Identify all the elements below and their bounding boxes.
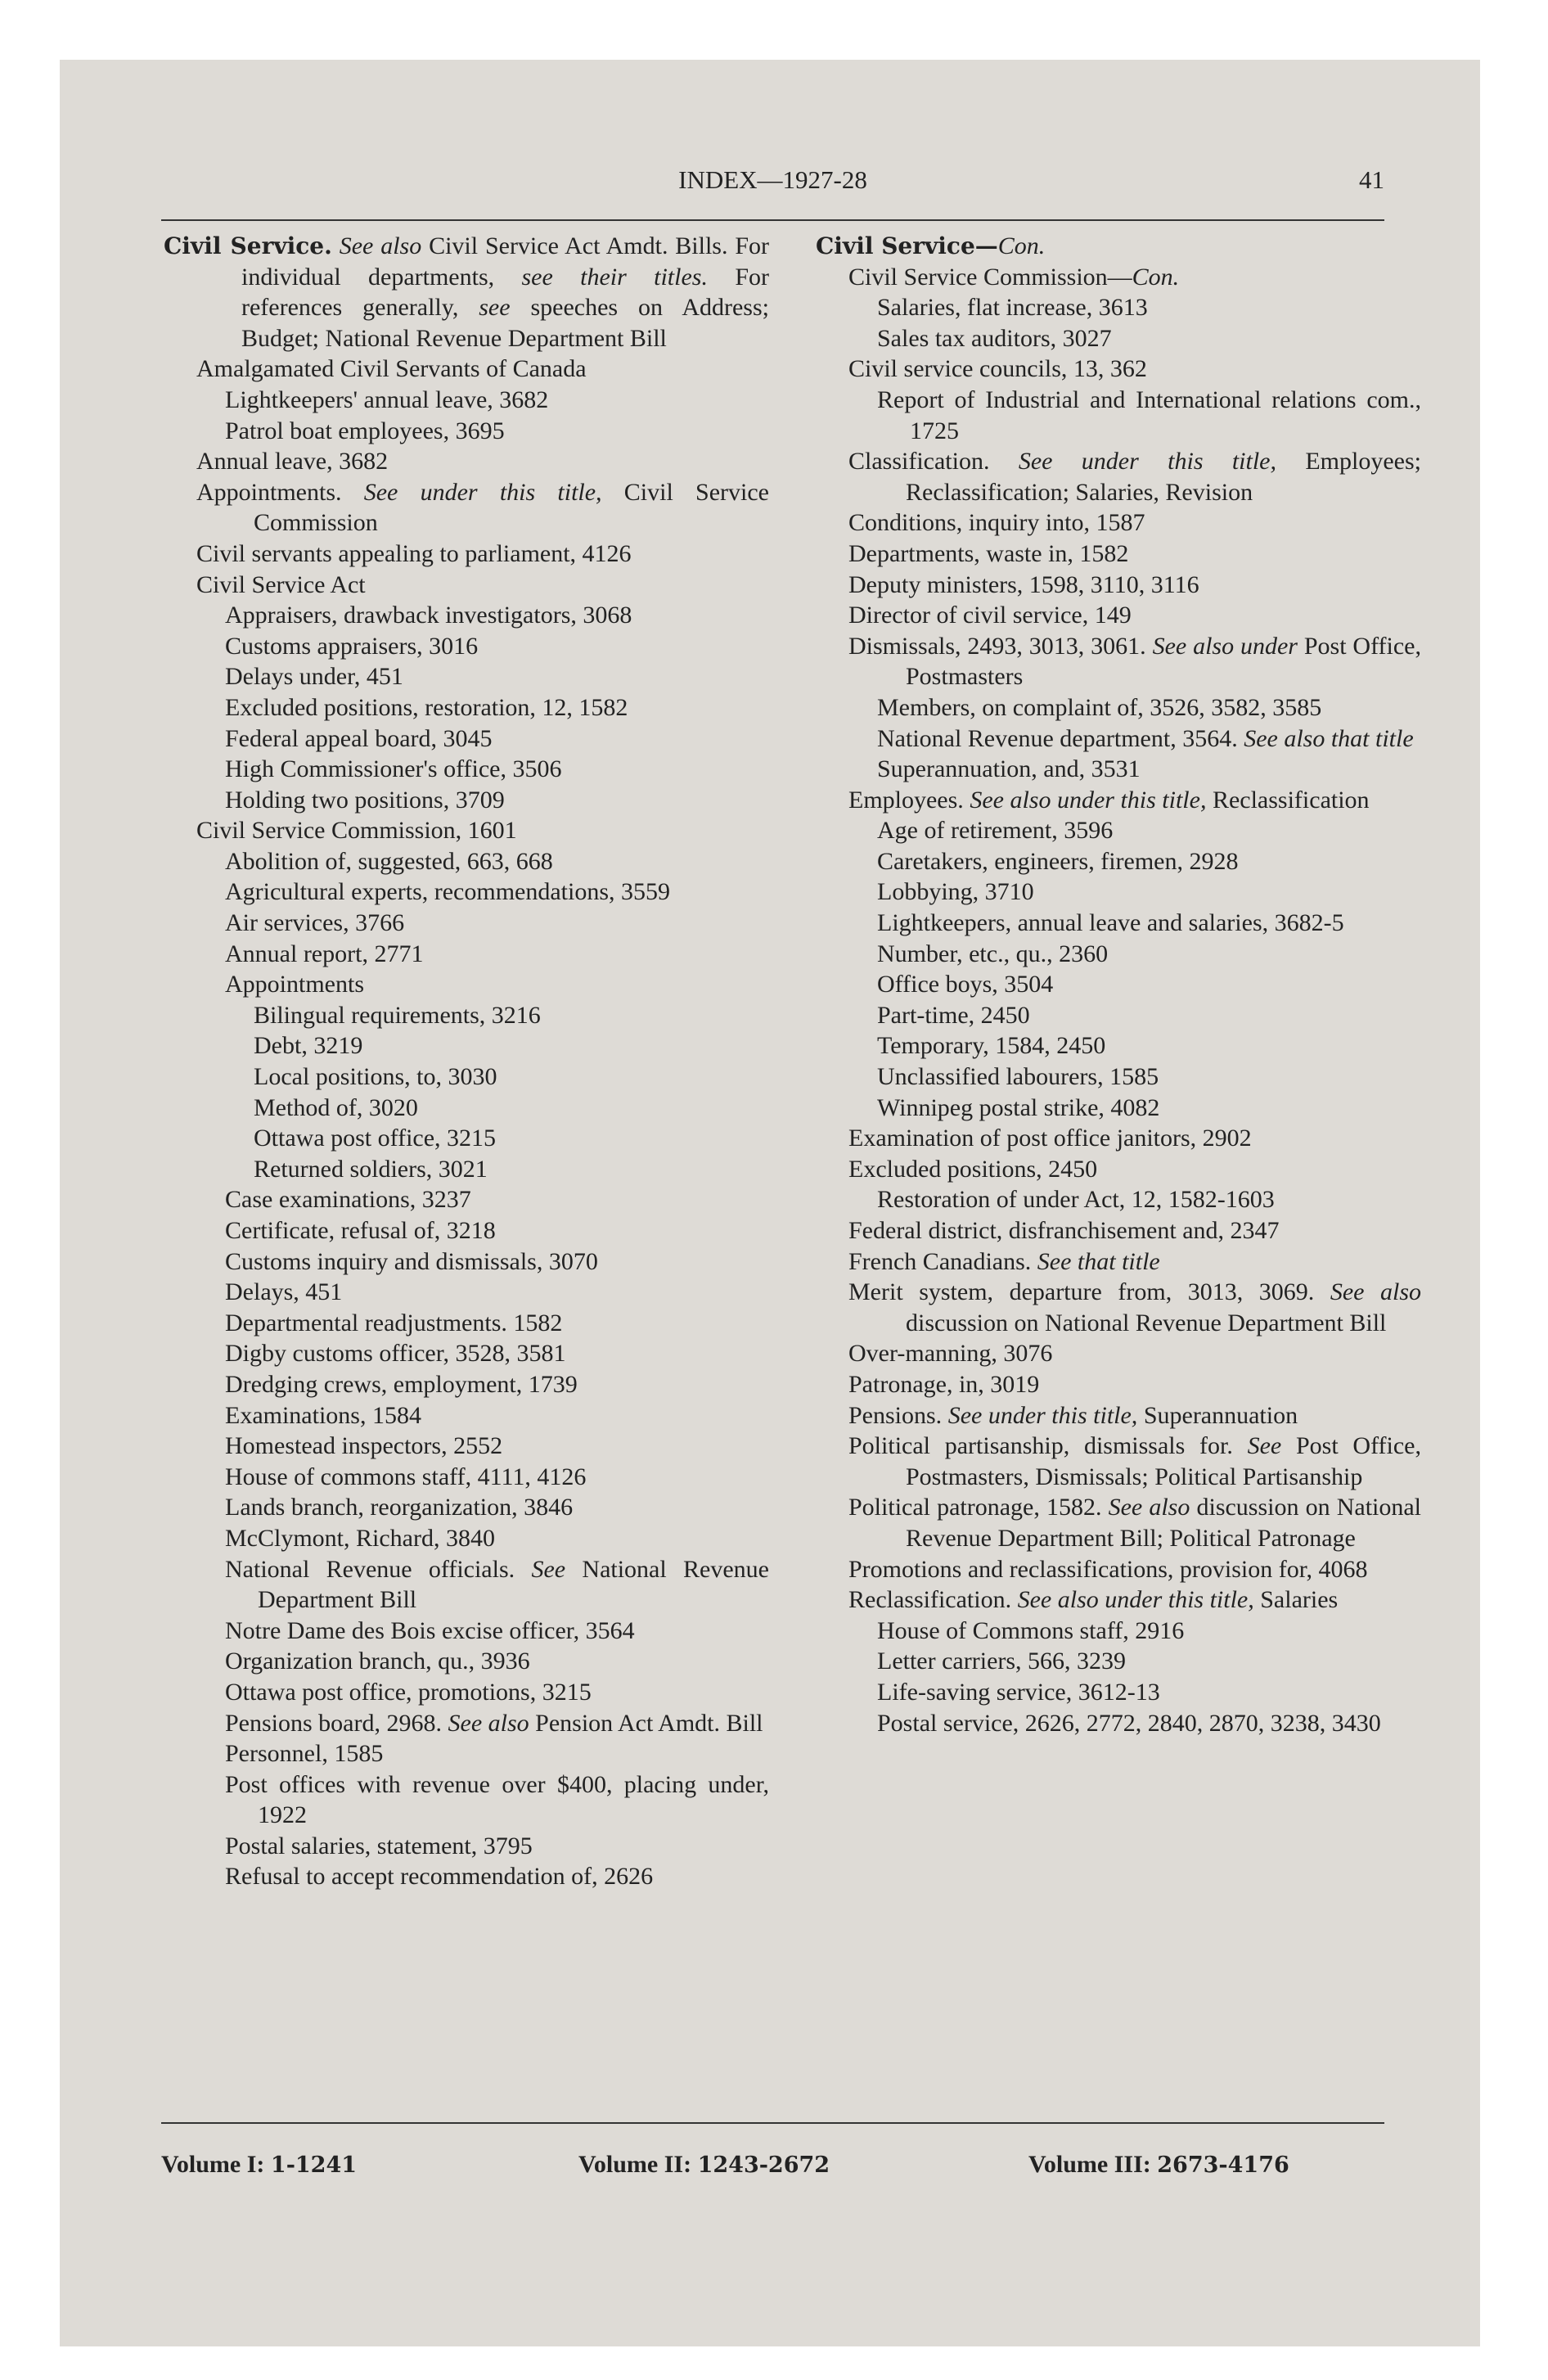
entry-text: Civil Service Commission—: [848, 263, 1132, 291]
entry-text: See: [1247, 1432, 1282, 1460]
entry-text: See also that title: [1244, 724, 1414, 752]
index-entry: [816, 446, 1421, 507]
entry-text: Con.: [1132, 263, 1180, 291]
index-entry: [816, 1400, 1421, 1431]
index-entry: [164, 723, 769, 755]
index-entry: [816, 908, 1421, 939]
entry-text: Annual leave, 3682: [196, 448, 389, 476]
index-entry: [164, 1861, 769, 1892]
index-entry: [816, 1369, 1421, 1400]
index-entry: [164, 1000, 769, 1031]
index-entry: [816, 877, 1421, 908]
entry-text: Merit system, departure from, 3013, 3069.: [848, 1278, 1330, 1306]
entry-text: Report of Industrial and International relations com., 1725: [877, 385, 1421, 444]
entry-text: Examination of post office janitors, 2902: [848, 1125, 1252, 1152]
index-entry: [164, 354, 769, 385]
index-entry: [816, 631, 1421, 692]
index-entry: [164, 416, 769, 447]
index-entry: [164, 1462, 769, 1493]
entry-text: See: [531, 1555, 566, 1583]
entry-text: See also: [339, 232, 422, 259]
entry-text: Patrol boat employees, 3695: [225, 417, 505, 444]
entry-text: discussion on National Revenue Department Bill; Political Patronage: [906, 1494, 1422, 1552]
entry-text: Customs appraisers, 3016: [225, 632, 479, 660]
entry-text: For references generally,: [241, 263, 769, 322]
entry-text: Winnipeg postal strike, 4082: [877, 1093, 1160, 1121]
entry-text: Employees.: [848, 786, 970, 814]
index-entry: [816, 1215, 1421, 1246]
index-entry: [164, 1369, 769, 1400]
entry-text: Delays under, 451: [225, 663, 403, 691]
entry-text: Method of, 3020: [254, 1093, 418, 1121]
entry-text: Postal salaries, statement, 3795: [225, 1832, 533, 1859]
index-entry: [164, 446, 769, 477]
index-entry: [164, 754, 769, 785]
entry-text: Excluded positions, 2450: [848, 1155, 1098, 1183]
entry-text: discussion on National Revenue Department Bill: [906, 1309, 1387, 1336]
index-entry: [164, 1523, 769, 1554]
entry-text: Director of civil service, 149: [848, 602, 1132, 629]
index-entry: [816, 939, 1421, 970]
index-entry: [164, 477, 769, 539]
index-entry: [816, 600, 1421, 631]
index-entry: [164, 1646, 769, 1677]
index-entry: [816, 507, 1421, 539]
index-entry: [164, 1677, 769, 1708]
index-entry: [816, 1492, 1421, 1553]
entry-text: House of Commons staff, 2916: [877, 1616, 1185, 1644]
entry-text: Case examinations, 3237: [225, 1186, 471, 1214]
entry-text: Certificate, refusal of, 3218: [225, 1217, 496, 1244]
entry-text: See under this title,: [363, 478, 602, 506]
index-entry: [816, 1646, 1421, 1677]
entry-text: Sales tax auditors, 3027: [877, 324, 1112, 352]
volume-1-range: 1-1241: [270, 2152, 358, 2178]
index-entry: [164, 1616, 769, 1647]
entry-text: Employees; Reclassification; Salaries, Revision: [906, 448, 1421, 506]
entry-text: See also under: [1152, 632, 1298, 660]
entry-text: Lightkeepers' annual leave, 3682: [225, 385, 549, 413]
index-entry: [164, 1554, 769, 1616]
entry-text: Refusal to accept recommendation of, 2626: [225, 1863, 654, 1891]
entry-text: Appointments.: [196, 478, 364, 506]
entry-text: Annual report, 2771: [225, 940, 424, 967]
volume-2: [578, 2151, 830, 2179]
index-entry: [816, 1246, 1421, 1278]
index-entry: [164, 1400, 769, 1431]
entry-text: Holding two positions, 3709: [225, 786, 505, 814]
index-entry: [816, 292, 1421, 323]
entry-text: Ottawa post office, promotions, 3215: [225, 1678, 592, 1706]
index-entry: [164, 939, 769, 970]
entry-text: Air services, 3766: [225, 909, 405, 937]
index-entry: [164, 1492, 769, 1523]
entry-text: See also under this title,: [1017, 1586, 1254, 1614]
volume-1-label: Volume I:: [161, 2151, 265, 2178]
volume-3-label: Volume III:: [1028, 2151, 1151, 2178]
entry-text: Civil service councils, 13, 362: [848, 355, 1147, 383]
entry-text: See also: [1108, 1494, 1190, 1521]
index-entry: [164, 231, 769, 354]
entry-text: Political partisanship, dismissals for.: [848, 1432, 1248, 1460]
entry-text: Civil Service Act: [196, 570, 366, 598]
entry-text: Homestead inspectors, 2552: [225, 1432, 503, 1460]
index-entry: [816, 1708, 1421, 1739]
entry-text: Reclassification.: [848, 1586, 1018, 1614]
index-entry: [816, 815, 1421, 846]
entry-text: Letter carriers, 566, 3239: [877, 1648, 1127, 1675]
entry-text: Civil Service Act Amdt. Bills. For individual departments,: [241, 232, 770, 291]
index-entry: [816, 1030, 1421, 1062]
index-entry: [164, 1708, 769, 1739]
entry-text: Personnel, 1585: [225, 1740, 384, 1768]
entry-text: Political patronage, 1582.: [848, 1494, 1109, 1521]
entry-text: Appointments: [225, 971, 364, 998]
index-entry: [816, 1184, 1421, 1215]
right-column: [816, 231, 1421, 1738]
index-entry: [164, 539, 769, 570]
index-entry: [164, 600, 769, 631]
entry-text: Digby customs officer, 3528, 3581: [225, 1340, 566, 1368]
page-number: 41: [1359, 165, 1384, 194]
entry-text: Dismissals, 2493, 3013, 3061.: [848, 632, 1153, 660]
index-entry: [816, 570, 1421, 601]
index-entry: [816, 723, 1421, 755]
volume-footer: [161, 2151, 1384, 2184]
index-entry: [816, 385, 1421, 446]
entry-text: National Revenue Department Bill: [258, 1555, 769, 1614]
index-entry: [816, 1000, 1421, 1031]
entry-text: Dredging crews, employment, 1739: [225, 1370, 578, 1398]
entry-text: Temporary, 1584, 2450: [877, 1032, 1106, 1060]
entry-text: See under this title,: [1018, 448, 1276, 476]
entry-text: Part-time, 2450: [877, 1001, 1030, 1029]
volume-1: [161, 2151, 357, 2179]
entry-text: Number, etc., qu., 2360: [877, 940, 1109, 967]
index-entry: [816, 1062, 1421, 1093]
entry-text: Lobbying, 3710: [877, 878, 1034, 906]
index-entry: [164, 877, 769, 908]
entry-text: Federal appeal board, 3045: [225, 724, 493, 752]
index-entry: [816, 354, 1421, 385]
index-entry: [164, 1215, 769, 1246]
index-entry: [164, 846, 769, 877]
index-entry: [164, 785, 769, 816]
entry-text: Classification.: [848, 448, 1019, 476]
entry-text: Con.: [997, 232, 1046, 259]
index-entry: [816, 1677, 1421, 1708]
index-entry: [164, 969, 769, 1000]
entry-text: [332, 232, 340, 259]
index-entry: [164, 570, 769, 601]
index-entry: [164, 1277, 769, 1308]
entry-text: Customs inquiry and dismissals, 3070: [225, 1247, 598, 1275]
index-entry: [816, 1431, 1421, 1492]
entry-text: Postal service, 2626, 2772, 2840, 2870, 3238, 3430: [877, 1709, 1381, 1737]
entry-text: Post Office, Postmasters, Dismissals; Political Partisanship: [906, 1432, 1421, 1490]
entry-text: Organization branch, qu., 3936: [225, 1648, 530, 1675]
left-column: [164, 231, 769, 1892]
entry-text: Reclassification: [1206, 786, 1370, 814]
entry-text: Pensions board, 2968.: [225, 1709, 448, 1737]
index-entry: [164, 1831, 769, 1862]
index-entry: [816, 1277, 1421, 1338]
index-entry: [816, 1616, 1421, 1647]
volume-3: [1028, 2151, 1289, 2179]
index-entry: [816, 692, 1421, 723]
entry-text: Debt, 3219: [254, 1032, 363, 1060]
index-entry: [164, 1308, 769, 1339]
entry-text: Pension Act Amdt. Bill: [529, 1709, 763, 1737]
entry-text: Caretakers, engineers, firemen, 2928: [877, 847, 1239, 875]
entry-text: Salaries: [1253, 1586, 1339, 1614]
entry-text: Departments, waste in, 1582: [848, 539, 1129, 567]
entry-text: see their titles.: [521, 263, 708, 291]
entry-text: Abolition of, suggested, 663, 668: [225, 847, 553, 875]
entry-text: See under this title,: [947, 1401, 1138, 1429]
index-entry: [164, 1338, 769, 1369]
index-entry: [816, 1123, 1421, 1154]
entry-text: Patronage, in, 3019: [848, 1370, 1040, 1398]
entry-text: Appraisers, drawback investigators, 3068: [225, 602, 632, 629]
entry-text: High Commissioner's office, 3506: [225, 755, 562, 783]
index-entry: [816, 231, 1421, 262]
entry-text: Pensions.: [848, 1401, 948, 1429]
entry-text: Federal district, disfranchisement and, 2347: [848, 1217, 1280, 1244]
entry-text: Restoration of under Act, 12, 1582-1603: [877, 1186, 1275, 1214]
entry-text: Lightkeepers, annual leave and salaries, 3682-5: [877, 909, 1344, 937]
entry-text: Age of retirement, 3596: [877, 817, 1114, 845]
index-entry: [164, 692, 769, 723]
entry-text: French Canadians.: [848, 1247, 1037, 1275]
entry-text: House of commons staff, 4111, 4126: [225, 1463, 587, 1490]
index-entry: [816, 1338, 1421, 1369]
entry-text: Civil Service Commission: [254, 478, 769, 537]
entry-text: Salaries, flat increase, 3613: [877, 294, 1148, 322]
entry-text: Life-saving service, 3612-13: [877, 1678, 1160, 1706]
index-entry: [164, 661, 769, 692]
index-entry: [164, 1123, 769, 1154]
entry-text: See also: [448, 1709, 529, 1737]
index-entry: [164, 631, 769, 662]
index-entry: [164, 1246, 769, 1278]
footer-rule: [161, 2122, 1384, 2124]
entry-text: speeches on Address; Budget; National Revenue Department Bill: [241, 294, 769, 352]
index-entry: [164, 1184, 769, 1215]
index-entry: [164, 1093, 769, 1124]
index-entry: [164, 815, 769, 846]
page-title: INDEX—1927-28: [678, 165, 867, 194]
index-entry: [164, 1769, 769, 1831]
entry-text: Local positions, to, 3030: [254, 1063, 497, 1091]
index-entry: [816, 539, 1421, 570]
volume-2-label: Volume II:: [578, 2151, 692, 2178]
index-entry: [816, 323, 1421, 354]
entry-text: Office boys, 3504: [877, 971, 1054, 998]
index-entry: [164, 1030, 769, 1062]
volume-2-range: 1243-2672: [697, 2152, 830, 2178]
index-entry: [164, 1062, 769, 1093]
entry-text: Amalgamated Civil Servants of Canada: [196, 355, 587, 383]
index-entry: [164, 908, 769, 939]
entry-text: Civil Service—: [816, 232, 998, 259]
index-entry: [816, 1093, 1421, 1124]
index-entry: [816, 1554, 1421, 1585]
entry-text: Delays, 451: [225, 1278, 343, 1306]
index-entry: [816, 969, 1421, 1000]
entry-text: Promotions and reclassifications, provision for, 4068: [848, 1555, 1368, 1583]
entry-text: Bilingual requirements, 3216: [254, 1001, 541, 1029]
index-entry: [164, 1738, 769, 1769]
index-entry: [816, 1154, 1421, 1185]
entry-text: See that title: [1037, 1247, 1160, 1275]
index-entry: [164, 1154, 769, 1185]
index-entry: [164, 1431, 769, 1462]
entry-text: Agricultural experts, recommendations, 3559: [225, 878, 671, 906]
entry-text: National Revenue department, 3564.: [877, 724, 1244, 752]
entry-text: See also under this title,: [970, 786, 1207, 814]
index-entry: [816, 754, 1421, 785]
entry-text: See also: [1330, 1278, 1422, 1306]
entry-text: see: [479, 294, 511, 322]
entry-text: Lands branch, reorganization, 3846: [225, 1494, 574, 1521]
entry-text: Post offices with revenue over $400, placing under, 1922: [225, 1770, 769, 1829]
entry-text: Civil Service.: [164, 232, 332, 259]
entry-text: Members, on complaint of, 3526, 3582, 3585: [877, 693, 1322, 721]
entry-text: Over-manning, 3076: [848, 1340, 1053, 1368]
entry-text: Civil Service Commission, 1601: [196, 817, 517, 845]
index-entry: [816, 846, 1421, 877]
entry-text: Ottawa post office, 3215: [254, 1125, 497, 1152]
entry-text: Departmental readjustments. 1582: [225, 1309, 563, 1336]
index-entry: [816, 262, 1421, 293]
entry-text: Conditions, inquiry into, 1587: [848, 509, 1145, 537]
entry-text: Superannuation, and, 3531: [877, 755, 1141, 783]
entry-text: Examinations, 1584: [225, 1401, 421, 1429]
entry-text: Deputy ministers, 1598, 3110, 3116: [848, 570, 1199, 598]
index-entry: [164, 385, 769, 416]
index-entry: [816, 785, 1421, 816]
entry-text: Notre Dame des Bois excise officer, 3564: [225, 1616, 635, 1644]
entry-text: Post Office, Postmasters: [906, 632, 1421, 691]
entry-text: Civil servants appealing to parliament, 4126: [196, 539, 632, 567]
entry-text: Excluded positions, restoration, 12, 1582: [225, 693, 628, 721]
volume-3-range: 2673-4176: [1157, 2152, 1289, 2178]
entry-text: Superannuation: [1137, 1401, 1298, 1429]
entry-text: Unclassified labourers, 1585: [877, 1063, 1159, 1091]
entry-text: McClymont, Richard, 3840: [225, 1524, 495, 1552]
index-entry: [816, 1584, 1421, 1616]
entry-text: National Revenue officials.: [225, 1555, 532, 1583]
header-rule: [161, 219, 1384, 221]
entry-text: Returned soldiers, 3021: [254, 1155, 488, 1183]
